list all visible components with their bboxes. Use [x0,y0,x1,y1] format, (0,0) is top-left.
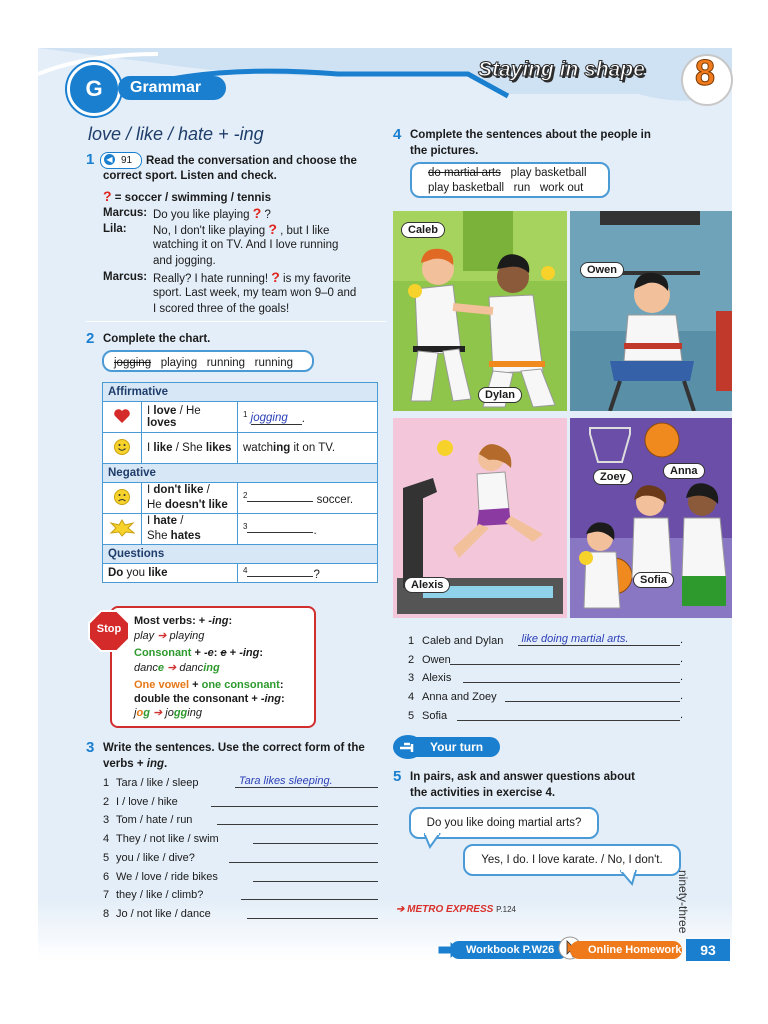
ex5-number: 5 [393,768,402,785]
chart-cell [142,514,238,545]
item-prompt: I / love / hike [116,795,178,808]
ex4-instruction-1: Complete the sentences about the people in [410,129,651,141]
chart-cell [238,433,378,464]
label-caleb: Caleb [401,222,445,238]
label-anna: Anna [663,463,705,479]
period: . [680,671,684,684]
crossed-word: do martial arts [428,167,501,179]
rule3-title [134,678,284,693]
online-homework-link[interactable]: Online Homework [570,941,682,959]
word-list: playing running running [160,357,294,369]
red-question-mark: ? [268,221,277,237]
page-number-words: ninety-three [676,870,690,934]
item-prompt: Tom / hate / run [116,814,193,827]
cell-text: it on TV. [290,442,336,454]
list-item [408,709,447,723]
ex3-instruction-2: verbs + ing. [103,758,168,770]
cell-text: / He [176,405,201,417]
period: . [680,690,684,703]
word-list: play basketball run work out [428,182,584,194]
colon: : [279,679,284,691]
section-name-pill: Grammar [118,76,226,100]
line-text: Really? I hate running! [153,273,269,285]
example-word: playing [169,630,205,642]
cell-bold: likes [205,442,232,454]
answer-line[interactable] [241,887,378,900]
speaker-marcus-2: Marcus: [103,271,148,283]
martial-arts-illustration [393,211,567,411]
item-number: 1 [103,777,110,789]
ex1-options [103,188,271,206]
table-row [103,433,378,464]
rule3-line2: double the consonant + -ing: [134,693,285,705]
speech-bubble-question: Do you like doing martial arts? [409,807,599,839]
chart-answer-cell[interactable] [238,483,378,514]
line-marcus-1: Do you like playing ? ? [153,205,271,221]
item-prompt: you / like / dive? [116,851,195,864]
item-number: 2 [103,795,110,808]
answer-line[interactable] [217,812,378,825]
blank-line [247,501,313,502]
answer-line[interactable] [505,689,680,702]
unit-title: Staying in shape [478,58,645,81]
bubble-tail [424,833,442,849]
cell-bold: doesn't like [164,499,228,511]
item-prompt: Tara / like / sleep [116,777,199,789]
angry-burst-icon [103,514,142,545]
ex4-instruction-2: the pictures. [410,145,479,157]
red-question-mark: ? [271,269,280,285]
word: play basketball [510,167,587,179]
chart-cell [142,433,238,464]
blank-line [247,576,313,577]
item-number: 1 [243,409,248,419]
metro-express-ref[interactable] [396,904,516,915]
item-number: 2 [243,490,248,500]
ex2-word-box [102,350,314,372]
label-owen: Owen [580,262,624,278]
table-row [103,564,378,583]
item-number: 6 [103,870,110,883]
chart-answer-cell[interactable] [238,514,378,545]
ex5-instruction-2: the activities in exercise 4. [410,787,556,799]
crossed-word: jogging [114,357,152,369]
audio-track: 91 [121,155,133,166]
divider [86,321,386,322]
cell-text: / [203,484,210,496]
cell-text: I [147,442,154,454]
cell-text: . [301,412,305,425]
section-title: love / like / hate + -ing [88,124,264,144]
example-word: play [134,630,155,642]
item-prompt: We / love / ride bikes [116,870,218,883]
line-marcus-4: I scored three of the goals! [153,303,290,315]
rule-highlight: one consonant [201,679,280,691]
red-question-mark: ? [252,205,262,221]
audio-button[interactable] [100,152,142,169]
chart-cell [142,483,238,514]
ex2-instruction: Complete the chart. [103,333,211,345]
arrow-icon: ➔ [152,707,163,719]
arrow-icon: ➔ [167,662,177,674]
metro-label: METRO EXPRESS [407,904,494,915]
cell-text: She [147,530,171,542]
list-item [408,634,503,648]
smiley-icon [103,433,142,464]
table-row [103,514,378,545]
arrow-icon: ➔ [396,904,405,915]
speaker-marcus-1: Marcus: [103,207,148,219]
chart-header-negative: Negative [103,464,378,483]
cell-bold: don't like [153,484,204,496]
list-item [408,671,451,685]
chart-header-questions: Questions [103,545,378,564]
gym-illustration [570,211,732,411]
list-item [408,690,497,704]
item-prompt: Sofia [422,709,448,722]
cell-text: I [147,405,154,417]
basketball-illustration [570,418,732,618]
grammar-chart [102,382,378,583]
period: . [680,708,684,721]
ex3-number: 3 [86,739,95,756]
table-row [103,402,378,433]
rule1-title: Most verbs: + -ing: [134,615,233,627]
page-number: 93 [686,939,730,961]
line-lila-2: watching it on TV. And I love running [153,239,339,251]
ex5-instruction-1: In pairs, ask and answer questions about [410,771,635,783]
cell-text: soccer. [313,493,354,506]
blank-line [247,532,313,533]
answer-line[interactable]: Tara likes sleeping. [235,775,378,788]
speech-bubble-answer: Yes, I do. I love karate. / No, I don't. [463,844,681,876]
answer-line[interactable] [229,850,378,863]
label-sofia: Sofia [633,572,674,588]
label-alexis: Alexis [404,577,450,593]
rule-highlight: One vowel [134,679,190,691]
item-number: 3 [243,521,248,531]
rule2-title: Consonant + -e: e + -ing: [134,647,264,659]
answer-line[interactable] [253,869,378,882]
cell-bold: Do [108,567,124,579]
cell-bold: like [148,567,168,579]
cell-bold: hate [153,515,178,527]
line-text: No, I don't like playing [153,225,266,237]
item-number: 5 [408,709,415,722]
cell-text: ? [313,568,320,581]
answer-line[interactable] [450,652,680,665]
heart-icon [103,402,142,433]
item-number: 1 [408,635,415,647]
answer-line[interactable]: like doing martial arts. [518,633,681,646]
handwritten-answer: jogging [251,412,302,425]
section-letter-badge: G [67,62,121,116]
list-item [408,653,451,667]
ex1-instruction-1: Read the conversation and choose the [146,155,357,167]
line-marcus-3: sport. Last week, my team won 9–0 and [153,287,357,299]
metro-page: P.124 [496,905,516,914]
cell-bold: love [153,405,177,417]
item-number: 3 [103,814,110,827]
item-number: 7 [103,889,110,902]
period: . [680,652,684,665]
rule3-example: jog ➔ jogging [134,707,202,719]
item-prompt: Anna and Zoey [422,691,497,704]
rule1-example [134,629,204,644]
chart-header-affirmative: Affirmative [103,383,378,402]
item-number: 4 [243,565,248,575]
item-prompt: Owen [422,653,451,666]
cell-text: I [147,484,154,496]
chart-answer-cell[interactable] [238,402,378,433]
unit-number: 8 [694,52,716,93]
speaker-icon: ◀ [104,154,115,165]
cell-text: . [313,524,317,537]
cell-text: He [147,499,165,511]
cell-bold: loves [147,417,177,429]
chart-cell [142,402,238,433]
cell-text: you [123,567,149,579]
workbook-link[interactable]: Workbook P.W26 [450,941,568,959]
item-prompt: Caleb and Dylan [422,635,504,647]
line-text: Do you like playing [153,209,250,221]
label-dylan: Dylan [478,387,522,403]
ex1-options-text: = soccer / swimming / tennis [114,192,272,204]
chart-cell [103,564,238,583]
item-prompt: They / not like / swim [116,833,219,846]
item-number: 5 [103,851,110,864]
cell-text: I [147,515,154,527]
red-question-mark: ? [103,188,112,204]
rule-highlight: Consonant [134,647,192,659]
arrow-icon: ➔ [157,630,167,642]
item-prompt: they / like / climb? [116,889,204,902]
answer-line[interactable] [211,794,379,807]
your-turn-banner: Your turn [396,737,500,757]
line-lila-3: and jogging. [153,255,216,267]
cell-text: watch [243,442,274,454]
answer-line[interactable] [463,670,680,683]
period: . [680,634,684,646]
answer-line[interactable] [457,708,684,721]
item-number: 4 [408,691,415,704]
line-text: is my favorite [283,273,351,285]
cell-text: / She [172,442,206,454]
bubble-tail [620,870,638,886]
cell-text: / [177,515,184,527]
item-number: 3 [408,672,415,685]
item-number: 4 [103,833,110,846]
stop-sign-label: Stop [96,623,122,635]
sad-face-icon [103,483,142,514]
ex1-number: 1 [86,151,95,168]
answer-line[interactable] [247,906,378,919]
cell-bold: like [153,442,173,454]
item-prompt: Jo / not like / dance [116,907,211,920]
ex4-word-box [410,162,610,198]
item-number: 2 [408,653,415,666]
rule2-example: dance ➔ dancing [134,662,220,674]
ex4-number: 4 [393,126,402,143]
answer-line[interactable] [253,831,378,844]
ex3-instruction-1: Write the sentences. Use the correct form of the [103,742,365,754]
table-row [103,483,378,514]
ex1-instruction-2: correct sport. Listen and check. [103,170,277,182]
hand-pointer-icon [392,734,424,760]
line-text: , but I like [280,225,330,237]
speaker-lila: Lila: [103,223,127,235]
label-zoey: Zoey [593,469,633,485]
chart-answer-cell[interactable] [238,564,378,583]
cell-bold: hates [170,530,201,542]
item-number: 8 [103,907,110,920]
item-prompt: Alexis [422,672,452,685]
ex2-number: 2 [86,330,95,347]
cell-bold: ing [273,442,291,454]
plus: + [192,679,199,691]
